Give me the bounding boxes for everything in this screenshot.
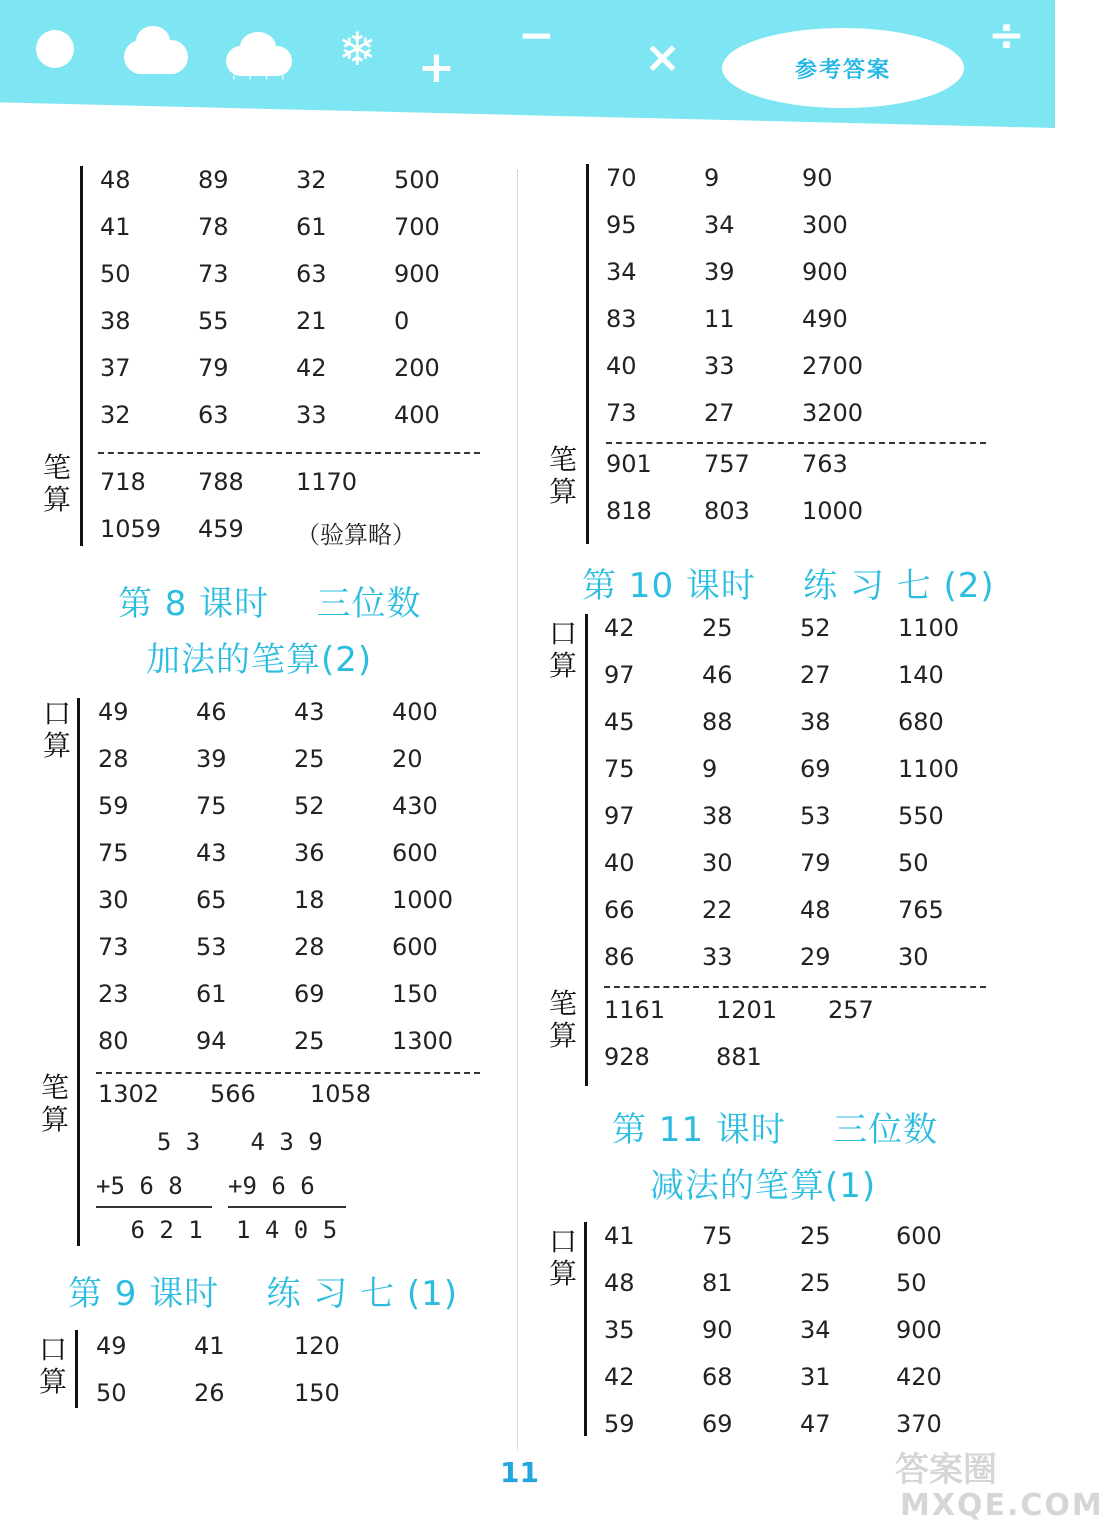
answer-cell: 59 <box>604 1410 635 1438</box>
answer-cell: 46 <box>196 698 227 726</box>
answer-cell: 75 <box>702 1222 733 1250</box>
dashed-separator <box>98 452 480 454</box>
answer-cell: 718 <box>100 468 146 496</box>
answer-cell: 50 <box>96 1379 127 1407</box>
answer-cell: 41 <box>194 1332 225 1360</box>
answer-cell: 700 <box>394 213 440 241</box>
answer-cell: 53 <box>800 802 831 830</box>
side-label-written: 笔 算 <box>548 987 577 1052</box>
answer-cell: 803 <box>704 497 750 525</box>
answer-cell: 2700 <box>802 352 864 380</box>
answer-cell: 1201 <box>716 996 778 1024</box>
answer-cell: 70 <box>606 164 637 192</box>
answer-cell: 901 <box>606 450 652 478</box>
section-title: 第 9 课时 练 习 七 (1) <box>68 1274 459 1314</box>
answer-cell: 757 <box>704 450 750 478</box>
answer-cell: 34 <box>606 258 637 286</box>
page-number: 11 <box>500 1456 539 1489</box>
dashed-separator <box>96 1072 480 1074</box>
answer-cell: 35 <box>604 1316 635 1344</box>
answer-cell: 97 <box>604 802 635 830</box>
answer-cell: 30 <box>98 886 129 914</box>
vertical-calc-result: 6 2 1 <box>116 1216 203 1244</box>
answer-cell: 500 <box>394 166 440 194</box>
calc-rule <box>96 1206 212 1208</box>
answer-cell: 48 <box>604 1269 635 1297</box>
section-subtitle: 减法的笔算(1) <box>650 1166 877 1206</box>
answer-cell: 95 <box>606 211 637 239</box>
answer-cell: 765 <box>898 896 944 924</box>
answer-cell: 33 <box>702 943 733 971</box>
answer-cell: 490 <box>802 305 848 333</box>
answer-cell: 40 <box>604 849 635 877</box>
answer-cell: 1100 <box>898 755 960 783</box>
answer-cell: 63 <box>296 260 327 288</box>
answer-cell: 600 <box>896 1222 942 1250</box>
answer-cell: 69 <box>294 980 325 1008</box>
answer-cell: 53 <box>196 933 227 961</box>
answer-cell: 52 <box>800 614 831 642</box>
cloud-icon <box>124 40 188 74</box>
answer-cell: 61 <box>196 980 227 1008</box>
answer-cell: 1000 <box>392 886 454 914</box>
answer-cell: 3200 <box>802 399 864 427</box>
bracket-line <box>584 1222 587 1436</box>
vertical-calc-top: 4 3 9 <box>236 1128 323 1156</box>
answer-cell: 30 <box>898 943 929 971</box>
answer-cell: 150 <box>392 980 438 1008</box>
answer-cell: 420 <box>896 1363 942 1391</box>
answer-cell: 43 <box>196 839 227 867</box>
answer-cell: 75 <box>196 792 227 820</box>
answer-cell: 55 <box>198 307 229 335</box>
answer-cell: 25 <box>294 1027 325 1055</box>
answer-cell: 400 <box>392 698 438 726</box>
answer-cell: 40 <box>606 352 637 380</box>
answer-cell: 1100 <box>898 614 960 642</box>
bracket-line <box>586 164 589 544</box>
bracket-line <box>75 1330 78 1408</box>
answer-cell: 1059 <box>100 515 162 543</box>
answer-cell: 430 <box>392 792 438 820</box>
answer-cell: 65 <box>196 886 227 914</box>
answer-cell: 41 <box>100 213 131 241</box>
answer-cell: 680 <box>898 708 944 736</box>
watermark-url: MXQE.COM <box>900 1488 1104 1523</box>
answer-cell: 25 <box>800 1222 831 1250</box>
section-title: 第 10 课时 练 习 七 (2) <box>582 566 995 606</box>
answer-cell: 63 <box>198 401 229 429</box>
answer-cell: 150 <box>294 1379 340 1407</box>
answer-cell: 69 <box>800 755 831 783</box>
answer-cell: 38 <box>800 708 831 736</box>
answer-cell: 300 <box>802 211 848 239</box>
side-label-written: 笔 算 <box>548 443 577 508</box>
answer-cell: 881 <box>716 1043 762 1071</box>
answer-cell: 28 <box>98 745 129 773</box>
answer-cell: 140 <box>898 661 944 689</box>
answer-cell: 900 <box>802 258 848 286</box>
table-row <box>0 661 944 701</box>
answer-cell: 257 <box>828 996 874 1024</box>
answer-cell: 73 <box>606 399 637 427</box>
side-label-written: 笔 算 <box>42 451 71 516</box>
vertical-calc-result: 1 4 0 5 <box>236 1216 338 1244</box>
answer-cell: 1170 <box>296 468 358 496</box>
answer-cell: 90 <box>702 1316 733 1344</box>
answer-cell: 400 <box>394 401 440 429</box>
divide-icon: ÷ <box>988 10 1025 61</box>
answer-cell: 0 <box>394 307 410 335</box>
side-label-oral: 口 算 <box>42 697 71 762</box>
answer-cell: 73 <box>98 933 129 961</box>
answer-cell: 39 <box>196 745 227 773</box>
answer-cell: 80 <box>98 1027 129 1055</box>
dashed-separator <box>606 442 986 444</box>
answer-cell: 29 <box>800 943 831 971</box>
answer-cell: 88 <box>702 708 733 736</box>
answer-cell: 818 <box>606 497 652 525</box>
answer-cell: 21 <box>296 307 327 335</box>
answer-cell: 1058 <box>310 1080 372 1108</box>
answer-cell: 459 <box>198 515 244 543</box>
answer-cell: 1300 <box>392 1027 454 1055</box>
answer-cell: 49 <box>96 1332 127 1360</box>
side-label-oral: 口 算 <box>38 1333 67 1398</box>
answer-cell: 59 <box>98 792 129 820</box>
answer-cell: 50 <box>100 260 131 288</box>
answer-cell: 79 <box>800 849 831 877</box>
answer-cell: 39 <box>704 258 735 286</box>
answer-cell: 120 <box>294 1332 340 1360</box>
calc-rule <box>228 1206 346 1208</box>
answer-cell: 42 <box>604 614 635 642</box>
answer-cell: 763 <box>802 450 848 478</box>
answer-cell: 50 <box>898 849 929 877</box>
answer-cell: 9 <box>704 164 720 192</box>
bracket-line <box>585 614 588 1086</box>
answer-cell: 97 <box>604 661 635 689</box>
answer-cell: 89 <box>198 166 229 194</box>
answer-cell: 43 <box>294 698 325 726</box>
answer-cell: 32 <box>296 166 327 194</box>
answer-cell: 48 <box>800 896 831 924</box>
answer-cell: 66 <box>604 896 635 924</box>
snowflake-icon: ❄ <box>338 22 377 76</box>
vertical-calc-addend: +9 6 6 <box>228 1172 315 1200</box>
answer-cell: 90 <box>802 164 833 192</box>
answer-key-badge: 参考答案 <box>722 28 964 108</box>
watermark-logo: 答案圈 <box>895 1450 997 1490</box>
answer-cell: 42 <box>296 354 327 382</box>
rain-drops-icon: ' ' ' ' <box>232 74 289 90</box>
answer-cell: 36 <box>294 839 325 867</box>
answer-cell: 83 <box>606 305 637 333</box>
answer-cell: 37 <box>100 354 131 382</box>
answer-cell: 370 <box>896 1410 942 1438</box>
answer-cell: 86 <box>604 943 635 971</box>
times-icon: × <box>644 32 681 83</box>
answer-cell: 900 <box>394 260 440 288</box>
plus-icon: + <box>418 42 455 93</box>
answer-cell: 31 <box>800 1363 831 1391</box>
answer-cell: 45 <box>604 708 635 736</box>
answer-cell: 25 <box>702 614 733 642</box>
answer-cell: 34 <box>800 1316 831 1344</box>
answer-cell: 30 <box>702 849 733 877</box>
bracket-line <box>77 698 80 1246</box>
side-label-oral: 口 算 <box>548 1225 577 1290</box>
answer-cell: 25 <box>800 1269 831 1297</box>
answer-cell: 23 <box>98 980 129 1008</box>
answer-cell: 600 <box>392 933 438 961</box>
answer-cell: 75 <box>98 839 129 867</box>
answer-cell: 38 <box>702 802 733 830</box>
answer-cell: 73 <box>198 260 229 288</box>
answer-cell: 47 <box>800 1410 831 1438</box>
answer-cell: 52 <box>294 792 325 820</box>
section-title: 第 8 课时 三位数 <box>118 584 422 624</box>
rain-cloud-icon <box>226 46 292 76</box>
answer-cell: 34 <box>704 211 735 239</box>
answer-cell: 32 <box>100 401 131 429</box>
side-label-written: 笔 算 <box>40 1071 69 1136</box>
answer-cell: 46 <box>702 661 733 689</box>
bracket-line <box>80 166 83 546</box>
column-divider <box>517 170 518 1450</box>
answer-cell: 48 <box>100 166 131 194</box>
side-label-oral: 口 算 <box>548 617 577 682</box>
sun-icon <box>36 30 74 68</box>
answer-cell: 566 <box>210 1080 256 1108</box>
answer-cell: 22 <box>702 896 733 924</box>
answer-cell: 78 <box>198 213 229 241</box>
answer-cell: 900 <box>896 1316 942 1344</box>
answer-cell: （验算略） <box>296 521 416 549</box>
answer-cell: 25 <box>294 745 325 773</box>
answer-cell: 81 <box>702 1269 733 1297</box>
answer-cell: 50 <box>896 1269 927 1297</box>
answer-cell: 200 <box>394 354 440 382</box>
vertical-calc-top: 5 3 <box>128 1128 201 1156</box>
table-row <box>0 1043 762 1083</box>
answer-cell: 550 <box>898 802 944 830</box>
answer-cell: 49 <box>98 698 129 726</box>
answer-cell: 600 <box>392 839 438 867</box>
answer-cell: 41 <box>604 1222 635 1250</box>
answer-cell: 27 <box>704 399 735 427</box>
answer-cell: 69 <box>702 1410 733 1438</box>
answer-cell: 79 <box>198 354 229 382</box>
answer-cell: 61 <box>296 213 327 241</box>
table-row <box>0 1410 942 1450</box>
answer-cell: 788 <box>198 468 244 496</box>
answer-cell: 26 <box>194 1379 225 1407</box>
minus-icon: − <box>518 10 555 61</box>
answer-cell: 42 <box>604 1363 635 1391</box>
section-title: 第 11 课时 三位数 <box>612 1110 939 1150</box>
answer-cell: 9 <box>702 755 718 783</box>
answer-cell: 27 <box>800 661 831 689</box>
answer-cell: 94 <box>196 1027 227 1055</box>
answer-cell: 928 <box>604 1043 650 1071</box>
answer-cell: 68 <box>702 1363 733 1391</box>
answer-cell: 38 <box>100 307 131 335</box>
answer-cell: 33 <box>296 401 327 429</box>
dashed-separator <box>604 986 986 988</box>
answer-cell: 11 <box>704 305 735 333</box>
answer-cell: 1161 <box>604 996 666 1024</box>
section-subtitle: 加法的笔算(2) <box>146 640 373 680</box>
answer-cell: 75 <box>604 755 635 783</box>
answer-cell: 18 <box>294 886 325 914</box>
answer-cell: 28 <box>294 933 325 961</box>
answer-cell: 20 <box>392 745 423 773</box>
vertical-calc-addend: +5 6 8 <box>96 1172 183 1200</box>
answer-cell: 1302 <box>98 1080 160 1108</box>
answer-cell: 1000 <box>802 497 864 525</box>
answer-cell: 33 <box>704 352 735 380</box>
